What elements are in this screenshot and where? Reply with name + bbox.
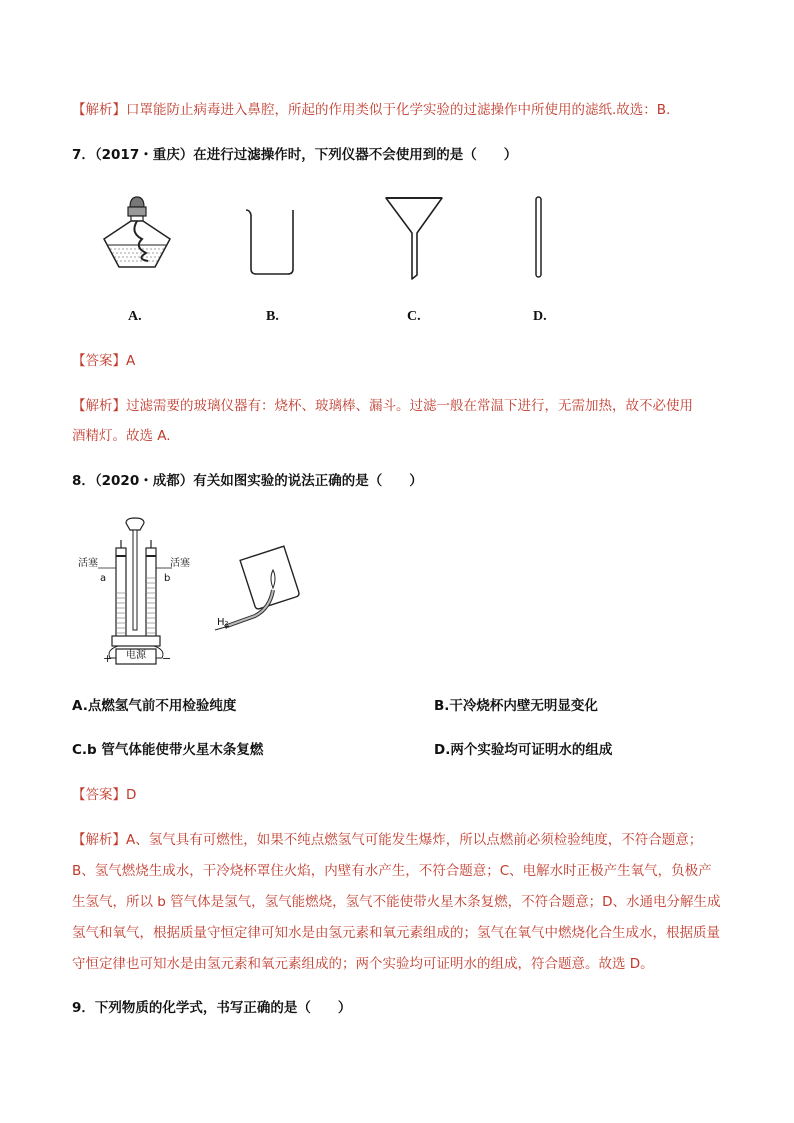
q7-analysis-tag: 【解析】 (72, 398, 126, 414)
q8-stem: 8．（2020・成都）有关如图实验的说法正确的是（ ） (72, 473, 423, 489)
glass-rod-icon (534, 195, 544, 280)
q8-option-b: B.干冷烧杯内壁无明显变化 (434, 698, 598, 714)
hydrogen-combustion-icon (215, 548, 310, 638)
label-plus: + (103, 652, 113, 665)
label-h2: H₂ (217, 617, 229, 628)
q7-option-c: C. (407, 309, 421, 324)
q9-stem: 9．下列物质的化学式，书写正确的是（ ） (72, 1000, 352, 1016)
q6-analysis-text: 口罩能防止病毒进入鼻腔，所起的作用类似于化学实验的过滤操作中所使用的滤纸.故选：B. (126, 102, 671, 118)
q8-answer (72, 786, 136, 805)
q8-analysis-tag: 【解析】 (72, 832, 126, 848)
q7-option-a: A. (128, 309, 142, 324)
q7-option-d: D. (533, 309, 547, 324)
label-tube-b: b (164, 573, 171, 584)
q7-analysis-line2: 酒精灯。故选 A. (72, 428, 171, 444)
label-tube-a: a (100, 573, 107, 584)
q8-analysis-text: A、氢气具有可燃性，如果不纯点燃氢气可能发生爆炸，所以点燃前必须检验纯度，不符合题意；B、氢气燃烧生成水，干冷烧杯罩住火焰，内壁有水产生，不符合题意；C、电解水时正极产生氧气，负极产生氢气，所以 b 管气体是氢气，氢气能燃烧，氢气不能使带火星木条复燃，不符合题意；D、水通电分解生成氢气和氧气，根据质量守恒定律可知水是由氢元素和氧元素组成的；氢气在氧气中燃烧化合生成水，根据质量守恒定律也可知水是由氢元素和氧元素组成的；两个实验均可证明水的组成，符合题意。故选 D。 (72, 832, 721, 972)
q7-analysis-line1 (72, 397, 693, 416)
q8-answer-tag: 【答案】 (72, 787, 126, 803)
label-right-stopcock: 活塞 (170, 558, 190, 569)
q7-answer-value: A (126, 353, 136, 369)
q6-analysis-tag: 【解析】 (72, 102, 126, 118)
q8-analysis (72, 825, 724, 980)
beaker-icon (244, 207, 299, 277)
q7-answer (72, 352, 135, 371)
q8-option-d: D.两个实验均可证明水的组成 (434, 742, 613, 758)
label-left-stopcock: 活塞 (78, 558, 98, 569)
label-minus: − (162, 652, 172, 665)
q7-analysis-text-1: 过滤需要的玻璃仪器有：烧杯、玻璃棒、漏斗。过滤一般在常温下进行，无需加热，故不必使用 (126, 398, 693, 414)
q8-answer-value: D (126, 787, 137, 803)
q8-option-a: A.点燃氢气前不用检验纯度 (72, 698, 237, 714)
funnel-icon (384, 195, 444, 280)
label-power: 电源 (126, 650, 146, 661)
q8-option-c: C.b 管气体能使带火星木条复燃 (72, 742, 264, 758)
q7-option-b: B. (266, 309, 279, 324)
q7-answer-tag: 【答案】 (72, 353, 126, 369)
electrolysis-apparatus-icon (76, 518, 216, 668)
q7-stem: 7．（2017・重庆）在进行过滤操作时，下列仪器不会使用到的是（ ） (72, 147, 518, 163)
q6-analysis (72, 101, 670, 120)
alcohol-lamp-icon (100, 195, 175, 275)
